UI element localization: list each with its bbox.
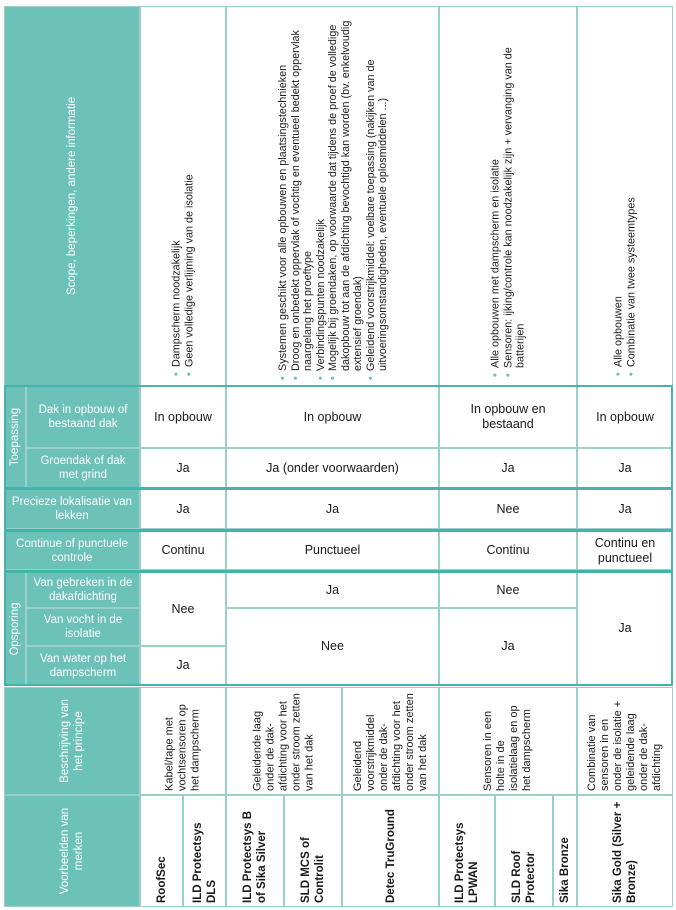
principe-col2b: Geleidend voorstrijkmiddel onder de dak-afdichting voor het onder stroom zetten van het dak	[342, 687, 439, 795]
merk-ild-lpwan: ILD Protectsys LPWAN	[439, 795, 495, 907]
principe-col1: Kabel/tape met vochtsensoren op het dampscherm	[140, 687, 226, 795]
cell-opsporing-col4: Ja	[577, 572, 673, 685]
scope-item: • Combinatie van twee systeemtypes	[625, 16, 638, 376]
scope-list-col4	[613, 16, 638, 376]
scope-item: • Mogelijk bij groendaken, op voorwaarde dat tijdens de proef de volledige dakopbouw tot aan de afdichting bevochtigd kan worden (bv. enkelvoudig extensief groendak)	[326, 12, 364, 380]
scope-header-text: Scope, beperkingen, andere informatie	[66, 96, 78, 296]
scope-cell-col4	[577, 6, 673, 386]
row-label-vocht: Van vocht in de isolatie	[26, 608, 140, 646]
scope-cell-col1	[140, 6, 226, 386]
scope-header	[4, 6, 140, 386]
opsporing-group-label: Opsporing	[4, 572, 26, 685]
scope-item: • Droog en onbedekt oppervlak of vochtig en eventueel bedekt oppervlak naargelang het proeftype	[289, 12, 314, 380]
scope-list-col2	[276, 12, 389, 380]
cell-lokalisatie-col2: Ja	[226, 489, 439, 529]
cell-dak-col1: In opbouw	[140, 386, 226, 448]
scope-item: • Geleidend voorstrijkmiddel: voelbare toepassing (nakijken van de uitvoeringsomstandigheden, eventuele oplosmiddelen ...)	[364, 12, 389, 380]
cell-gebreken-vocht-col1: Nee	[140, 572, 226, 646]
principe-col4: Combinatie van sensoren in en onder de isolatie + geleidende laag onder de dak-afdichting	[577, 687, 673, 795]
scope-list-col3	[489, 15, 527, 377]
row-label-gebreken: Van gebreken in de dakafdichting	[26, 572, 140, 608]
cell-lokalisatie-col3: Nee	[439, 489, 577, 529]
scope-item: • Geen volledige verlijming van de isolatie	[183, 16, 196, 376]
scope-item: • Sensoren: ijking/controle kan noodzakelijk zijn + vervanging van de batterijen	[502, 15, 527, 377]
cell-dak-col4: In opbouw	[577, 386, 673, 448]
toepassing-group-label: Toepassing	[4, 386, 26, 488]
merk-detec: Detec TruGround	[342, 795, 439, 907]
cell-groendak-col4: Ja	[577, 448, 673, 488]
row-label-water: Van water op het dampscherm	[26, 646, 140, 685]
merk-ild-b-sika-silver: ILD Protectsys B of Sika Silver	[226, 795, 284, 907]
cell-controle-col4: Continu en punctueel	[577, 531, 673, 570]
cell-vocht-water-col2: Nee	[226, 608, 439, 685]
merk-sika-gold: Sika Gold (Silver + Bronze)	[577, 795, 673, 907]
scope-list-col1	[171, 16, 196, 376]
scope-item: • Alle opbouwen	[613, 16, 626, 376]
cell-gebreken-col2: Ja	[226, 572, 439, 608]
scope-item: • Alle opbouwen met dampscherm en isolatie	[489, 15, 502, 377]
cell-dak-col2: In opbouw	[226, 386, 439, 448]
cell-controle-col3: Continu	[439, 531, 577, 570]
principe-col2a: Geleidende laag onder de dak-afdichting voor het onder stroom zetten van het dak	[226, 687, 342, 795]
cell-lokalisatie-col1: Ja	[140, 489, 226, 529]
cell-controle-col2: Punctueel	[226, 531, 439, 570]
cell-gebreken-col3: Nee	[439, 572, 577, 608]
scope-item: • Dampscherm noodzakelijk	[171, 16, 184, 376]
cell-vocht-water-col3: Ja	[439, 608, 577, 685]
cell-groendak-col3: Ja	[439, 448, 577, 488]
merk-ild-dls: ILD Protectsys DLS	[183, 795, 226, 907]
scope-item: • Verbindingspunten noodzakelijk	[314, 12, 327, 380]
beschrijving-header: Beschrijving van het principe	[4, 687, 140, 795]
cell-water-col1: Ja	[140, 646, 226, 685]
merk-sld-roof-protector: SLD Roof Protector	[495, 795, 553, 907]
cell-groendak-col1: Ja	[140, 448, 226, 488]
row-label-controle: Continue of punctuele controle	[4, 531, 140, 570]
scope-cell-col3	[439, 6, 577, 386]
principe-col3: Sensoren in een holte in de isolatielaag en op het dampscherm	[439, 687, 577, 795]
merk-sld-mcs: SLD MCS of Controlit	[284, 795, 342, 907]
voorbeelden-header: Voorbeelden van merken	[4, 795, 140, 907]
row-label-dak: Dak in opbouw of bestaand dak	[26, 386, 140, 448]
cell-groendak-col2: Ja (onder voorwaarden)	[226, 448, 439, 488]
cell-dak-col3: In opbouw en bestaand	[439, 386, 577, 448]
scope-item: • Systemen geschikt voor alle opbouwen en plaatsingstechnieken	[276, 12, 289, 380]
merk-sika-bronze: Sika Bronze	[553, 795, 577, 907]
row-label-groendak: Groendak of dak met grind	[26, 448, 140, 488]
scope-cell-col2	[226, 6, 439, 386]
cell-controle-col1: Continu	[140, 531, 226, 570]
cell-lokalisatie-col4: Ja	[577, 489, 673, 529]
merk-roofsec: RoofSec	[140, 795, 183, 907]
row-label-lokalisatie: Precieze lokalisatie van lekken	[4, 489, 140, 529]
